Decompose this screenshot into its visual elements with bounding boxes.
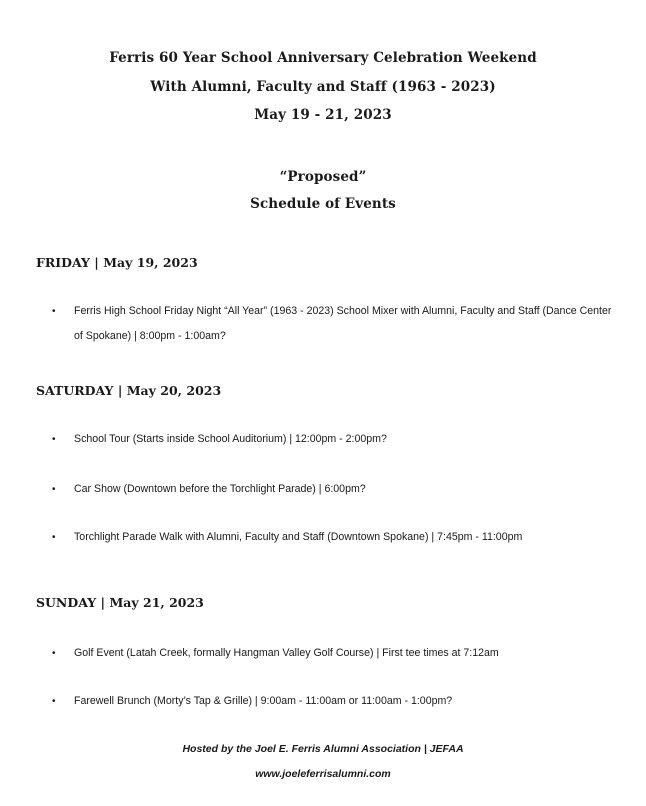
event-text: Farewell Brunch (Morty’s Tap & Grille) | 9:00am - 11:00am or 11:00am - 1:00pm?: [74, 695, 453, 707]
hosted-by-line: Hosted by the Joel E. Ferris Alumni Association | JEFAA: [182, 743, 464, 755]
bullet-icon: •: [52, 696, 56, 707]
day-heading-saturday: SATURDAY | May 20, 2023: [36, 383, 222, 398]
schedule-title: Schedule of Events: [250, 196, 396, 212]
event-text: Car Show (Downtown before the Torchlight Parade) | 6:00pm?: [74, 483, 366, 495]
event-text: Ferris High School Friday Night “All Year” (1963 - 2023) School Mixer with Alumni, Faculty and Staff (Dance Center of Spokane) | 8:00pm - 1:00am?: [74, 305, 612, 342]
event-item: [52, 477, 612, 502]
day-heading-sunday: SUNDAY | May 21, 2023: [36, 595, 204, 610]
bullet-icon: •: [52, 648, 56, 659]
event-item: [52, 525, 612, 550]
bullet-icon: •: [52, 484, 56, 495]
event-item: [52, 689, 612, 714]
event-text: Torchlight Parade Walk with Alumni, Faculty and Staff (Downtown Spokane) | 7:45pm - 11:00pm: [74, 531, 523, 543]
title-line-2: With Alumni, Faculty and Staff (1963 - 2023): [150, 79, 496, 95]
event-text: School Tour (Starts inside School Auditorium) | 12:00pm - 2:00pm?: [74, 433, 387, 445]
event-item: [52, 427, 612, 452]
event-item: [52, 641, 612, 666]
title-line-3: May 19 - 21, 2023: [254, 107, 392, 123]
title-line-1: Ferris 60 Year School Anniversary Celebration Weekend: [109, 50, 537, 66]
bullet-icon: •: [52, 306, 56, 317]
bullet-icon: •: [52, 532, 56, 543]
proposed-label: “Proposed”: [279, 169, 367, 185]
day-heading-friday: FRIDAY | May 19, 2023: [36, 255, 198, 270]
event-item: [52, 299, 612, 349]
website-link[interactable]: www.joeleferrisalumni.com: [255, 768, 391, 780]
bullet-icon: •: [52, 434, 56, 445]
event-text: Golf Event (Latah Creek, formally Hangman Valley Golf Course) | First tee times at 7:12am: [74, 647, 499, 659]
